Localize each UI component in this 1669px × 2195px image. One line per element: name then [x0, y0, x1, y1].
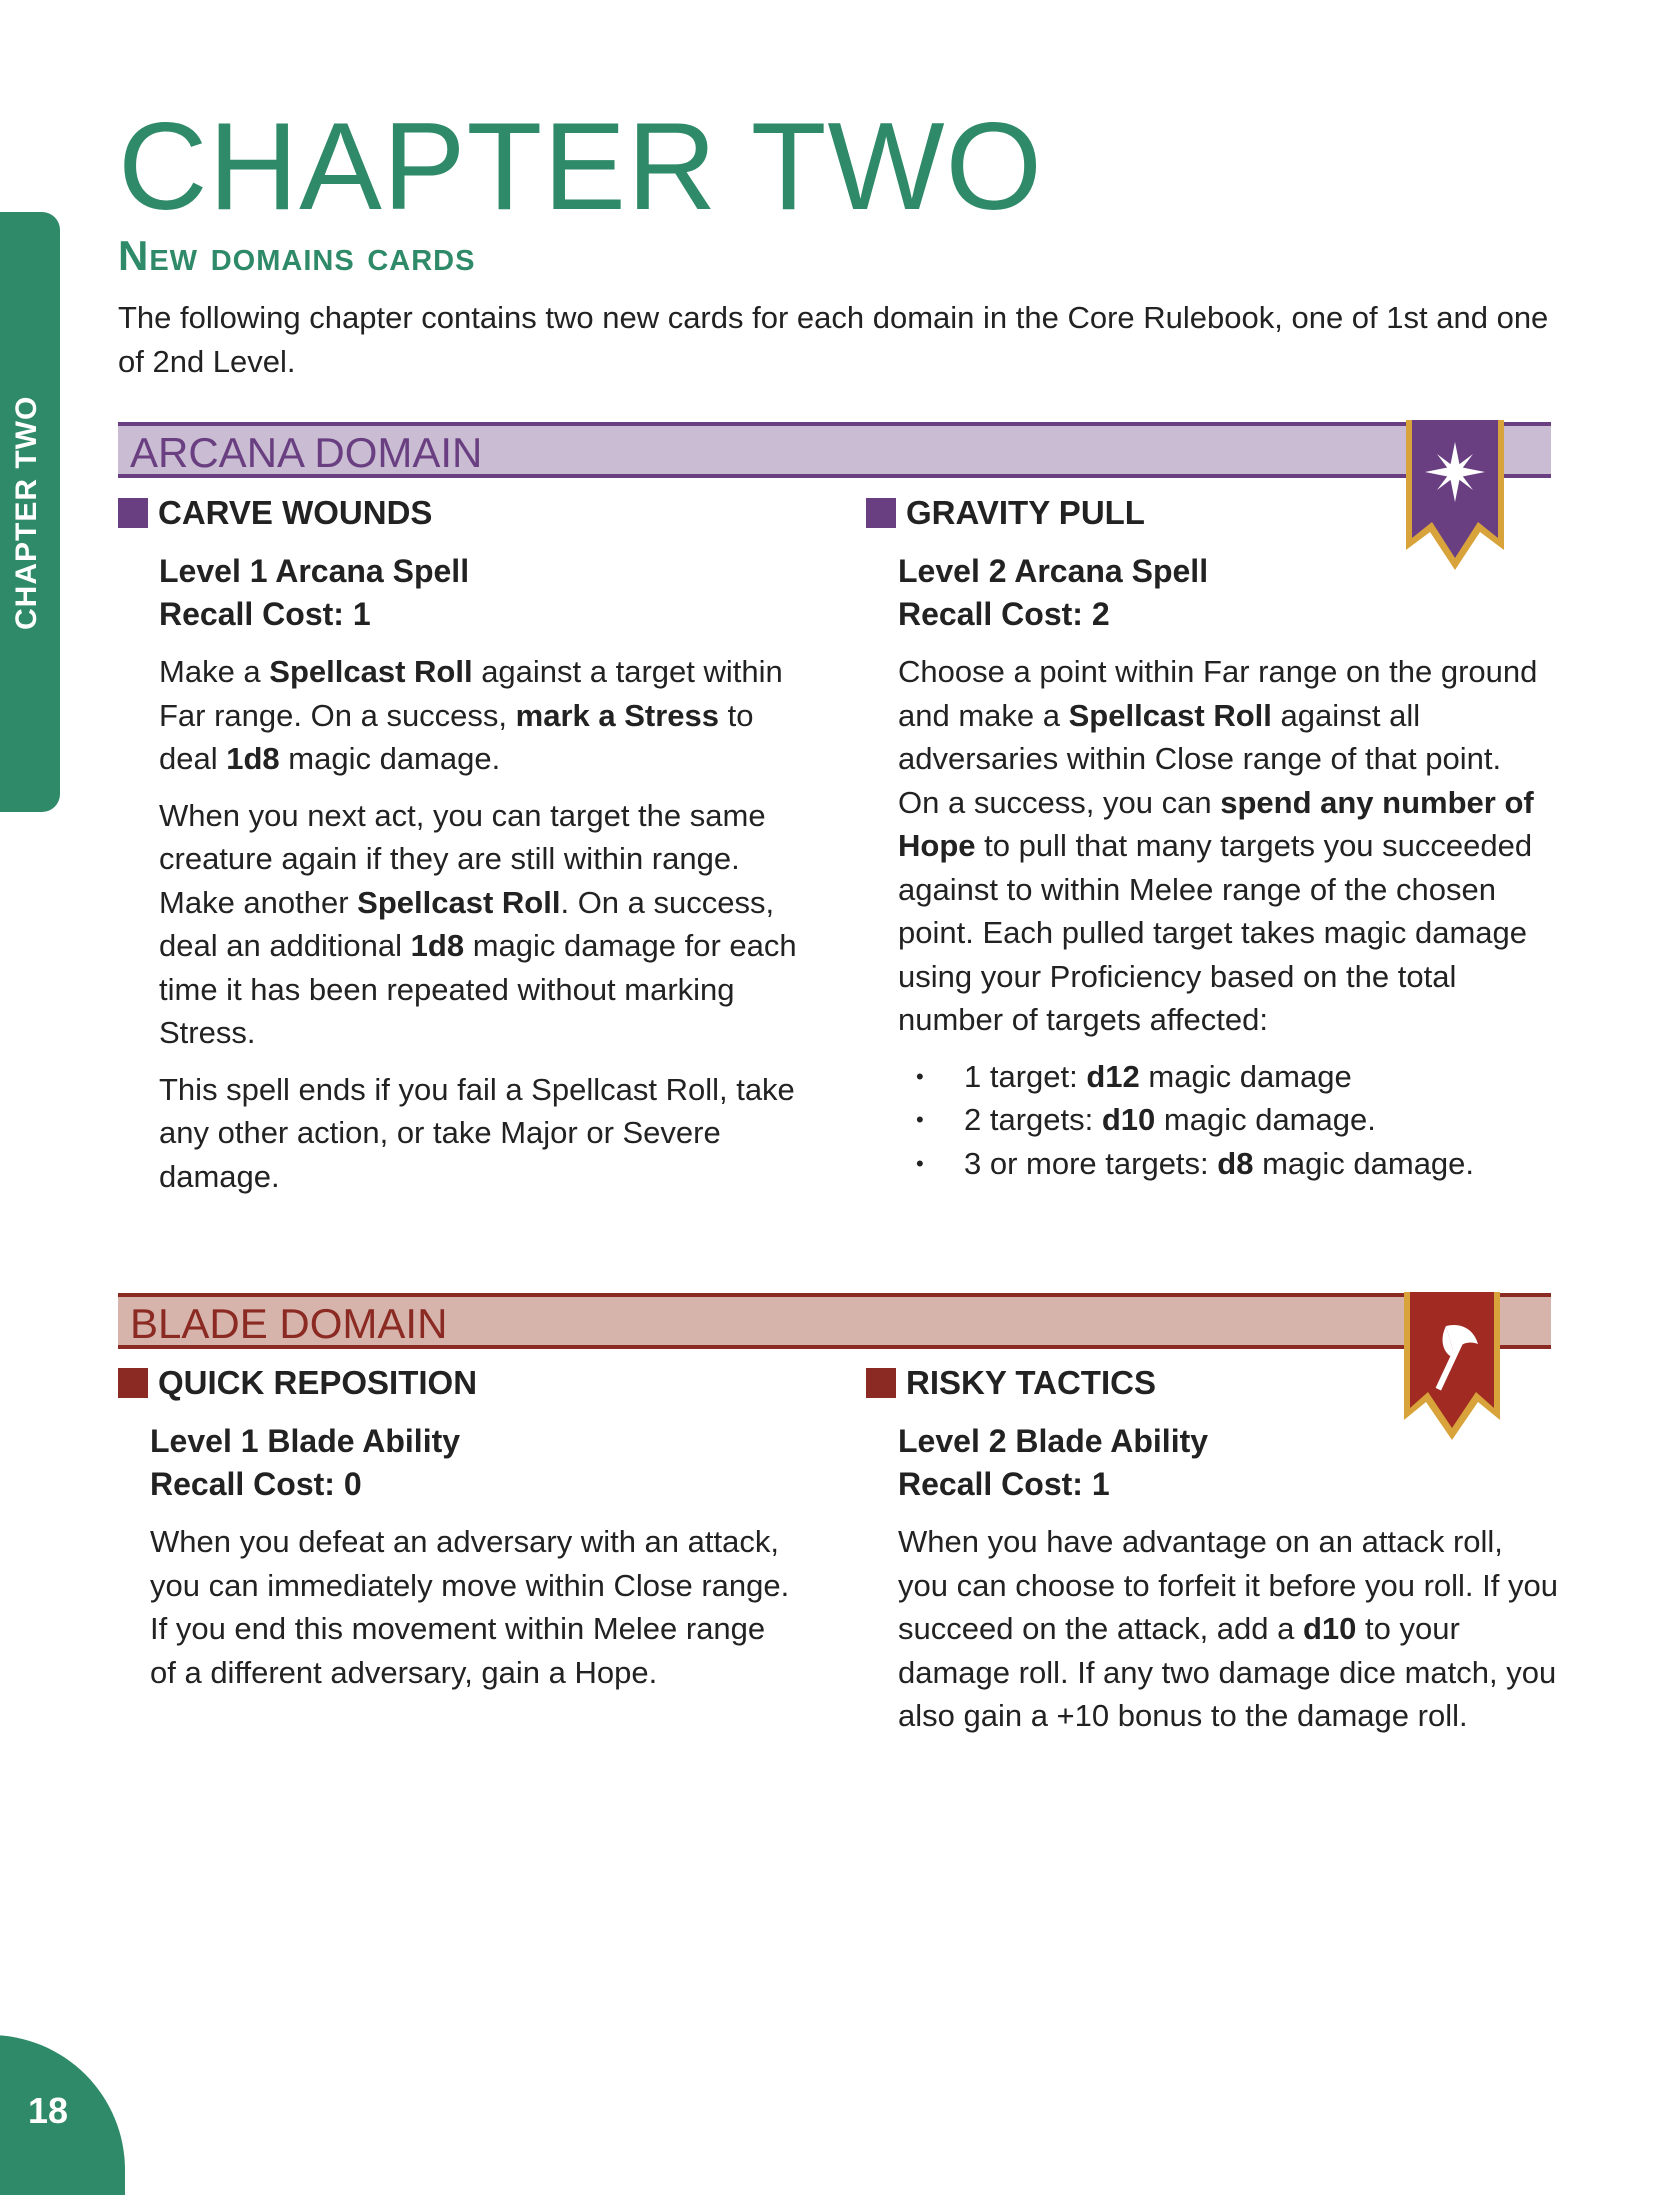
arcana-swatch: [118, 498, 148, 528]
side-tab-label: [10, 582, 58, 630]
list-item: • 3 or more targets: d8 magic damage.: [964, 1142, 1548, 1186]
damage-list: [898, 1055, 1548, 1186]
card-recall-cost: Recall Cost: 1: [898, 1466, 1110, 1502]
card-title-risky-tactics: [866, 1364, 1156, 1402]
card-level: Level 1 Blade Ability: [150, 1423, 461, 1459]
blade-axe-icon: [1400, 1292, 1504, 1440]
card-meta-gravity-pull: [898, 550, 1208, 636]
card-meta-carve-wounds: [159, 550, 469, 636]
arcana-domain-banner: [118, 422, 1551, 478]
blade-swatch: [118, 1368, 148, 1398]
card-title-text: RISKY TACTICS: [906, 1364, 1156, 1401]
card-paragraph: When you next act, you can target the same creature again if they are still within range. Make another Spellcast Roll. On a success, deal an additional 1d8 magic damage for each time it has been repeated without marking Stress.: [159, 797, 797, 1050]
arcana-domain-label: ARCANA DOMAIN: [130, 429, 483, 476]
blade-swatch: [866, 1368, 896, 1398]
list-item: • 2 targets: d10 magic damage.: [964, 1098, 1548, 1142]
card-meta-risky-tactics: [898, 1420, 1208, 1506]
card-text-carve-wounds: [159, 650, 799, 1211]
card-title-text: QUICK REPOSITION: [158, 1364, 478, 1401]
card-text-risky-tactics: [898, 1520, 1558, 1751]
arcana-swatch: [866, 498, 896, 528]
card-recall-cost: Recall Cost: 0: [150, 1466, 362, 1502]
card-meta-quick-reposition: [150, 1420, 460, 1506]
card-title-text: GRAVITY PULL: [906, 494, 1145, 531]
blade-domain-label: BLADE DOMAIN: [130, 1300, 448, 1347]
card-title-carve-wounds: [118, 494, 432, 532]
card-paragraph: Make a Spellcast Roll against a target within Far range. On a success, mark a Stress to deal 1d8 magic damage.: [159, 654, 783, 776]
card-paragraph: Choose a point within Far range on the ground and make a Spellcast Roll against all adversaries within Close range of that point. On a success, you can spend any number of Hope to pull that many targets you succeeded against to within Melee range of the chosen point. Each pulled target takes magic damage using your Proficiency based on the total number of targets affected:: [898, 654, 1538, 1037]
card-paragraph: When you defeat an adversary with an attack, you can immediately move within Close range. If you end this movement within Melee range of a different adversary, gain a Hope.: [150, 1524, 790, 1690]
card-title-quick-reposition: [118, 1364, 477, 1402]
card-text-quick-reposition: [150, 1520, 790, 1707]
card-text-gravity-pull: [898, 650, 1548, 1185]
chapter-subtitle: New domains cards: [118, 232, 476, 279]
card-paragraph: When you have advantage on an attack roll, you can choose to forfeit it before you roll. If you succeed on the attack, add a d10 to your damage roll. If any two damage dice match, you also gain a +10 bonus to the damage roll.: [898, 1524, 1558, 1733]
list-item: • 1 target: d12 magic damage: [964, 1055, 1548, 1099]
arcana-star-icon: [1400, 420, 1510, 570]
card-recall-cost: Recall Cost: 1: [159, 596, 371, 632]
page-number: 18: [28, 2090, 69, 2131]
card-recall-cost: Recall Cost: 2: [898, 596, 1110, 632]
card-title-gravity-pull: [866, 494, 1145, 532]
card-level: Level 2 Arcana Spell: [898, 553, 1209, 589]
card-level: Level 1 Arcana Spell: [159, 553, 470, 589]
chapter-title: CHAPTER TWO: [118, 98, 1043, 236]
card-level: Level 2 Blade Ability: [898, 1423, 1209, 1459]
chapter-intro: The following chapter contains two new cards for each domain in the Core Rulebook, one of 1st and one of 2nd Level.: [118, 300, 1549, 379]
blade-domain-banner: [118, 1293, 1551, 1349]
card-title-text: CARVE WOUNDS: [158, 494, 433, 531]
card-paragraph: This spell ends if you fail a Spellcast Roll, take any other action, or take Major or Severe damage.: [159, 1071, 795, 1194]
